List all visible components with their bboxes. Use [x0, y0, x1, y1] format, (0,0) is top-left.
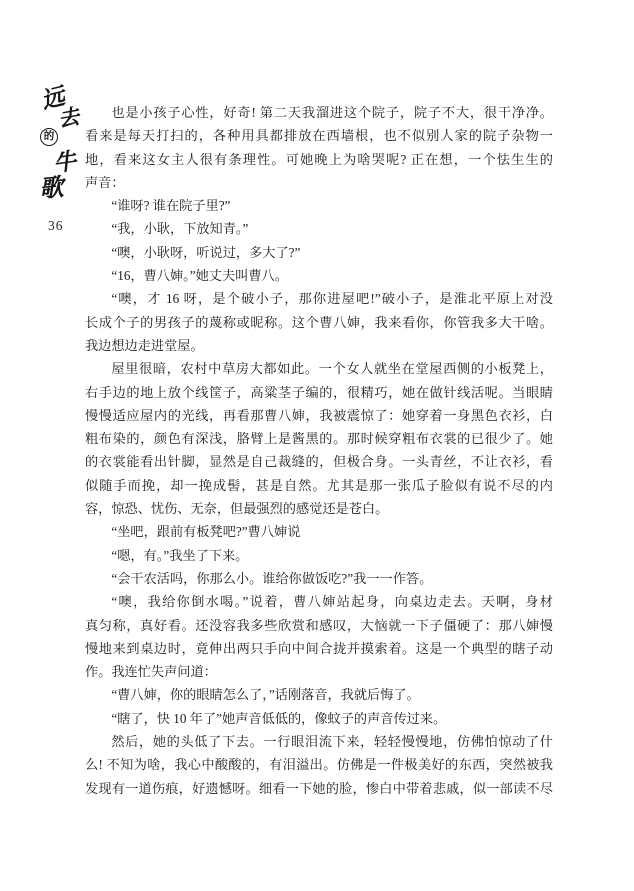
logo-char-1: 远	[38, 83, 68, 114]
text-line: “16，曹八婶。”她丈夫叫曹八。	[111, 268, 288, 284]
text-line: “会干农活吗，你那么小。谁给你做饭吃?”我一一作答。	[111, 570, 433, 586]
text-line: 真匀称，真好看。还没容我多些欣赏和感叹，大恼就一下子僵硬了：那八婶慢	[85, 617, 553, 633]
logo-char-2: 去	[56, 104, 82, 132]
text-line: “谁呀? 谁在院子里?”	[111, 198, 231, 214]
text-line: 发现有一道伤痕，好遗憾呀。细看一下她的脸，惨白中带着悲戚，似一部读不尽	[85, 780, 553, 796]
text-line: 长成个子的男孩子的蔑称或昵称。这个曹八婶，我来看你，你管我多大干啥。	[85, 314, 553, 330]
text-line: “噢，小耿呀，听说过，多大了?”	[111, 244, 301, 260]
text-line: 么! 不知为啥，我心中酸酸的，有泪溢出。仿佛是一件极美好的东西，突然被我	[85, 757, 553, 773]
text-line: 粗布染的，颜色有深浅，胳臂上是酱黑的。那时候穿粗布衣裳的已很少了。她	[85, 431, 553, 447]
text-line: “噢，我给你倒水喝。”说着，曹八婶站起身，向桌边走去。天啊，身材	[111, 594, 553, 610]
text-line: “瞎了，快 10 年了”她声音低低的，像蚊子的声音传过来。	[111, 710, 447, 726]
logo-calligraphy	[37, 82, 89, 203]
text-line: 作。我连忙失声问道：	[85, 664, 217, 680]
text-line: 地，看来这女主人很有条理性。可她晚上为啥哭呢? 正在想，一个怯生生的	[85, 151, 553, 167]
text-line: “我，小耿，下放知青。”	[111, 221, 249, 237]
text-line: 也是小孩子心性，好奇! 第二天我溜进这个院子，院子不大，很干净净。	[111, 105, 553, 120]
text-line: 的衣裳能看出针脚，显然是自己裁缝的，但极合身。一头青丝，不让衣衫，看	[85, 454, 553, 470]
text-line: 我边想边走进堂屋。	[85, 337, 204, 353]
text-line: 慢慢适应屋内的光线，再看那曹八婶，我被震惊了：她穿着一身黑色衣衫，白	[85, 407, 553, 423]
text-line: 右手边的地上放个线筐子，高粱茎子编的，很精巧，她在做针线活呢。当眼睛	[85, 384, 553, 400]
text-line: 似随手而挽，却一挽成髻，甚是自然。尤其是那一张瓜子脸似有说不尽的内	[85, 477, 553, 493]
text-line: “噢，才 16 呀，是个破小子，那你进屋吧!”破小子，是淮北平原上对没	[111, 291, 553, 307]
logo-char-4: 牛	[51, 148, 78, 177]
text-line: 声音：	[85, 174, 125, 190]
text-line: “坐吧，跟前有板凳吧?”曹八婶说	[111, 524, 301, 540]
page-number: 36	[48, 218, 64, 233]
text-line: “嗯，有。”我坐了下来。	[111, 547, 249, 563]
text-line: 然后，她的头低了下去。一行眼泪流下来，轻轻慢慢地，仿佛怕惊动了什	[111, 734, 553, 750]
logo-char-5: 歌	[38, 174, 65, 203]
text-line: “曹八婶，你的眼睛怎么了，”话刚落音，我就后悔了。	[111, 687, 420, 703]
text-line: 容，惊恐、忧伤、无奈，但最强烈的感觉还是苍白。	[85, 501, 389, 517]
text-line: 慢地来到桌边时，竟伸出两只手向中间合拢并摸索着。这是一个典型的瞎子动	[85, 640, 553, 656]
text-line: 看来是每天打扫的，各种用具都排放在西墙根，也不似别人家的院子杂物一	[85, 128, 553, 144]
logo-char-3: 的	[40, 128, 58, 146]
text-body	[85, 101, 553, 800]
text-line: 屋里很暗，农村中草房大都如此。一个女人就坐在堂屋西侧的小板凳上，	[111, 361, 553, 377]
